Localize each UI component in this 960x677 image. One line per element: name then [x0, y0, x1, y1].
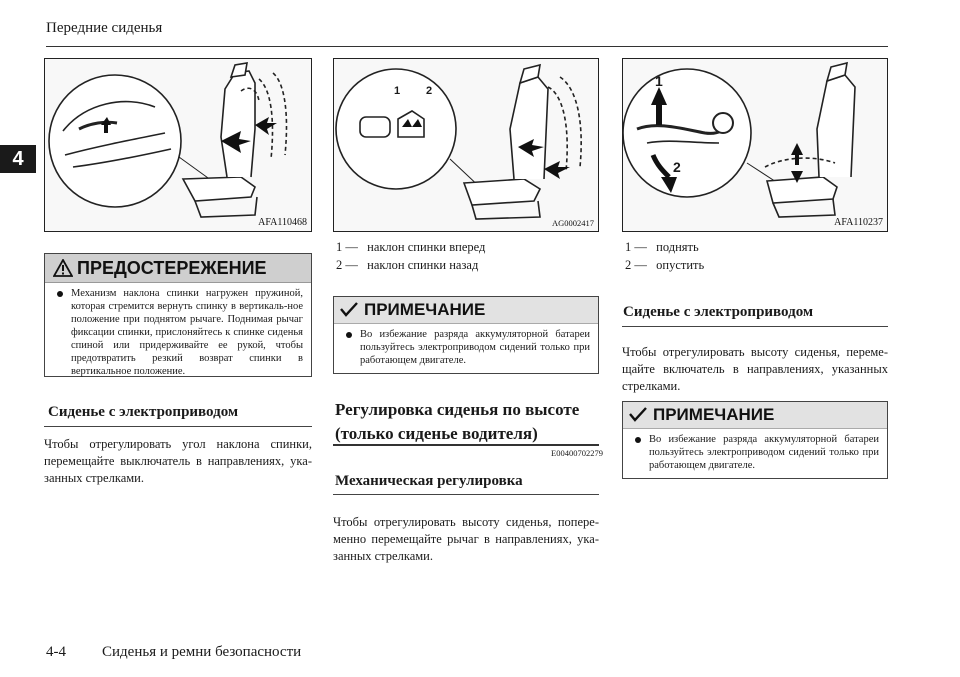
legend-row: 1 — наклон спинки вперед [336, 240, 486, 254]
body-text-height-manual: Чтобы отрегулировать высоту сиденья, попере-менно перемещайте рычаг в направлениях, ука-занных стрелками. [333, 515, 599, 563]
warning-triangle-icon [53, 259, 73, 277]
note-header [334, 297, 598, 324]
callout-2: 2 [426, 85, 433, 97]
note-check-icon [629, 407, 647, 423]
callout-1: 1 [394, 85, 401, 97]
section-title-power-seat-recline: Сиденье с электроприводом [48, 404, 239, 420]
warning-text: Механизм наклона спинки нагружен пружиной, которая стремится вернуть спинку в вертикаль-ное положение при поднятом рычаге. Поднимая рычаг фиксации спинки, прислоняйтесь к спинке сиденья спиной или придерживайте ее рукой, чтобы предотвратить резкий возврат спинки в вертикальное положение. [71, 288, 303, 377]
note-item [334, 324, 598, 373]
note-text: Во избежание разряда аккумуляторной батареи пользуйтесь электроприводом сидений только при работающем двигателе. [360, 329, 590, 366]
section-rule [44, 426, 312, 427]
section-code: E00400702279 [551, 448, 603, 458]
note-title: ПРИМЕЧАНИЕ [364, 300, 486, 319]
note-title: ПРИМЕЧАНИЕ [653, 405, 775, 424]
warning-header [45, 254, 311, 283]
bullet-icon [57, 291, 63, 297]
section-rule [622, 326, 888, 327]
body-text-recline: Чтобы отрегулировать угол наклона спинки, перемещайте выключатель в направлениях, ука-занных стрелками. [44, 437, 312, 485]
header-rule [46, 46, 888, 47]
body-text-height-power: Чтобы отрегулировать высоту сиденья, переме-щайте включатель в направлениях, указанных стрелками. [622, 345, 888, 393]
warning-title: ПРЕДОСТЕРЕЖЕНИЕ [77, 257, 267, 278]
figure-legend-3 [625, 238, 704, 274]
note-header [623, 402, 887, 429]
note-check-icon [340, 302, 358, 318]
figure-code: AFA110237 [834, 217, 883, 228]
section-title-power-seat-height: Сиденье с электроприводом [623, 304, 814, 320]
footer-page-number: 4-4 [46, 644, 66, 660]
note-box [333, 296, 599, 374]
callout-2: 2 [673, 159, 681, 175]
warning-item [45, 283, 311, 384]
section-title-height-adjust: Регулировка сиденья по высоте (только сиденье водителя) [335, 400, 580, 443]
chapter-tab: 4 [0, 145, 36, 173]
note-text: Во избежание разряда аккумуляторной батареи пользуйтесь электроприводом сидений только при работающем двигателе. [649, 434, 879, 471]
legend-row: 2 — наклон спинки назад [336, 258, 479, 272]
figure-power-recline-switch [333, 58, 599, 232]
figure-seat-height-lever [622, 58, 888, 232]
bullet-icon [346, 332, 352, 338]
figure-code: AFA110468 [258, 217, 307, 228]
bullet-icon [635, 437, 641, 443]
note-item [623, 429, 887, 478]
seat-illustration-2 [334, 59, 599, 232]
figure-legend-2 [336, 238, 485, 274]
callout-1: 1 [655, 73, 663, 89]
legend-row: 2 — опустить [625, 258, 705, 272]
warning-box [44, 253, 312, 377]
figure-code: AG0002417 [551, 218, 594, 228]
section-rule [333, 494, 599, 495]
legend-row: 1 — поднять [625, 240, 699, 254]
note-box [622, 401, 888, 479]
subsection-title-manual: Механическая регулировка [335, 473, 523, 489]
running-header: Передние сиденья [46, 20, 163, 36]
section-rule [333, 444, 599, 446]
seat-illustration-1 [45, 59, 312, 232]
footer-chapter-title: Сиденья и ремни безопасности [102, 644, 302, 660]
figure-seatback-lever [44, 58, 312, 232]
